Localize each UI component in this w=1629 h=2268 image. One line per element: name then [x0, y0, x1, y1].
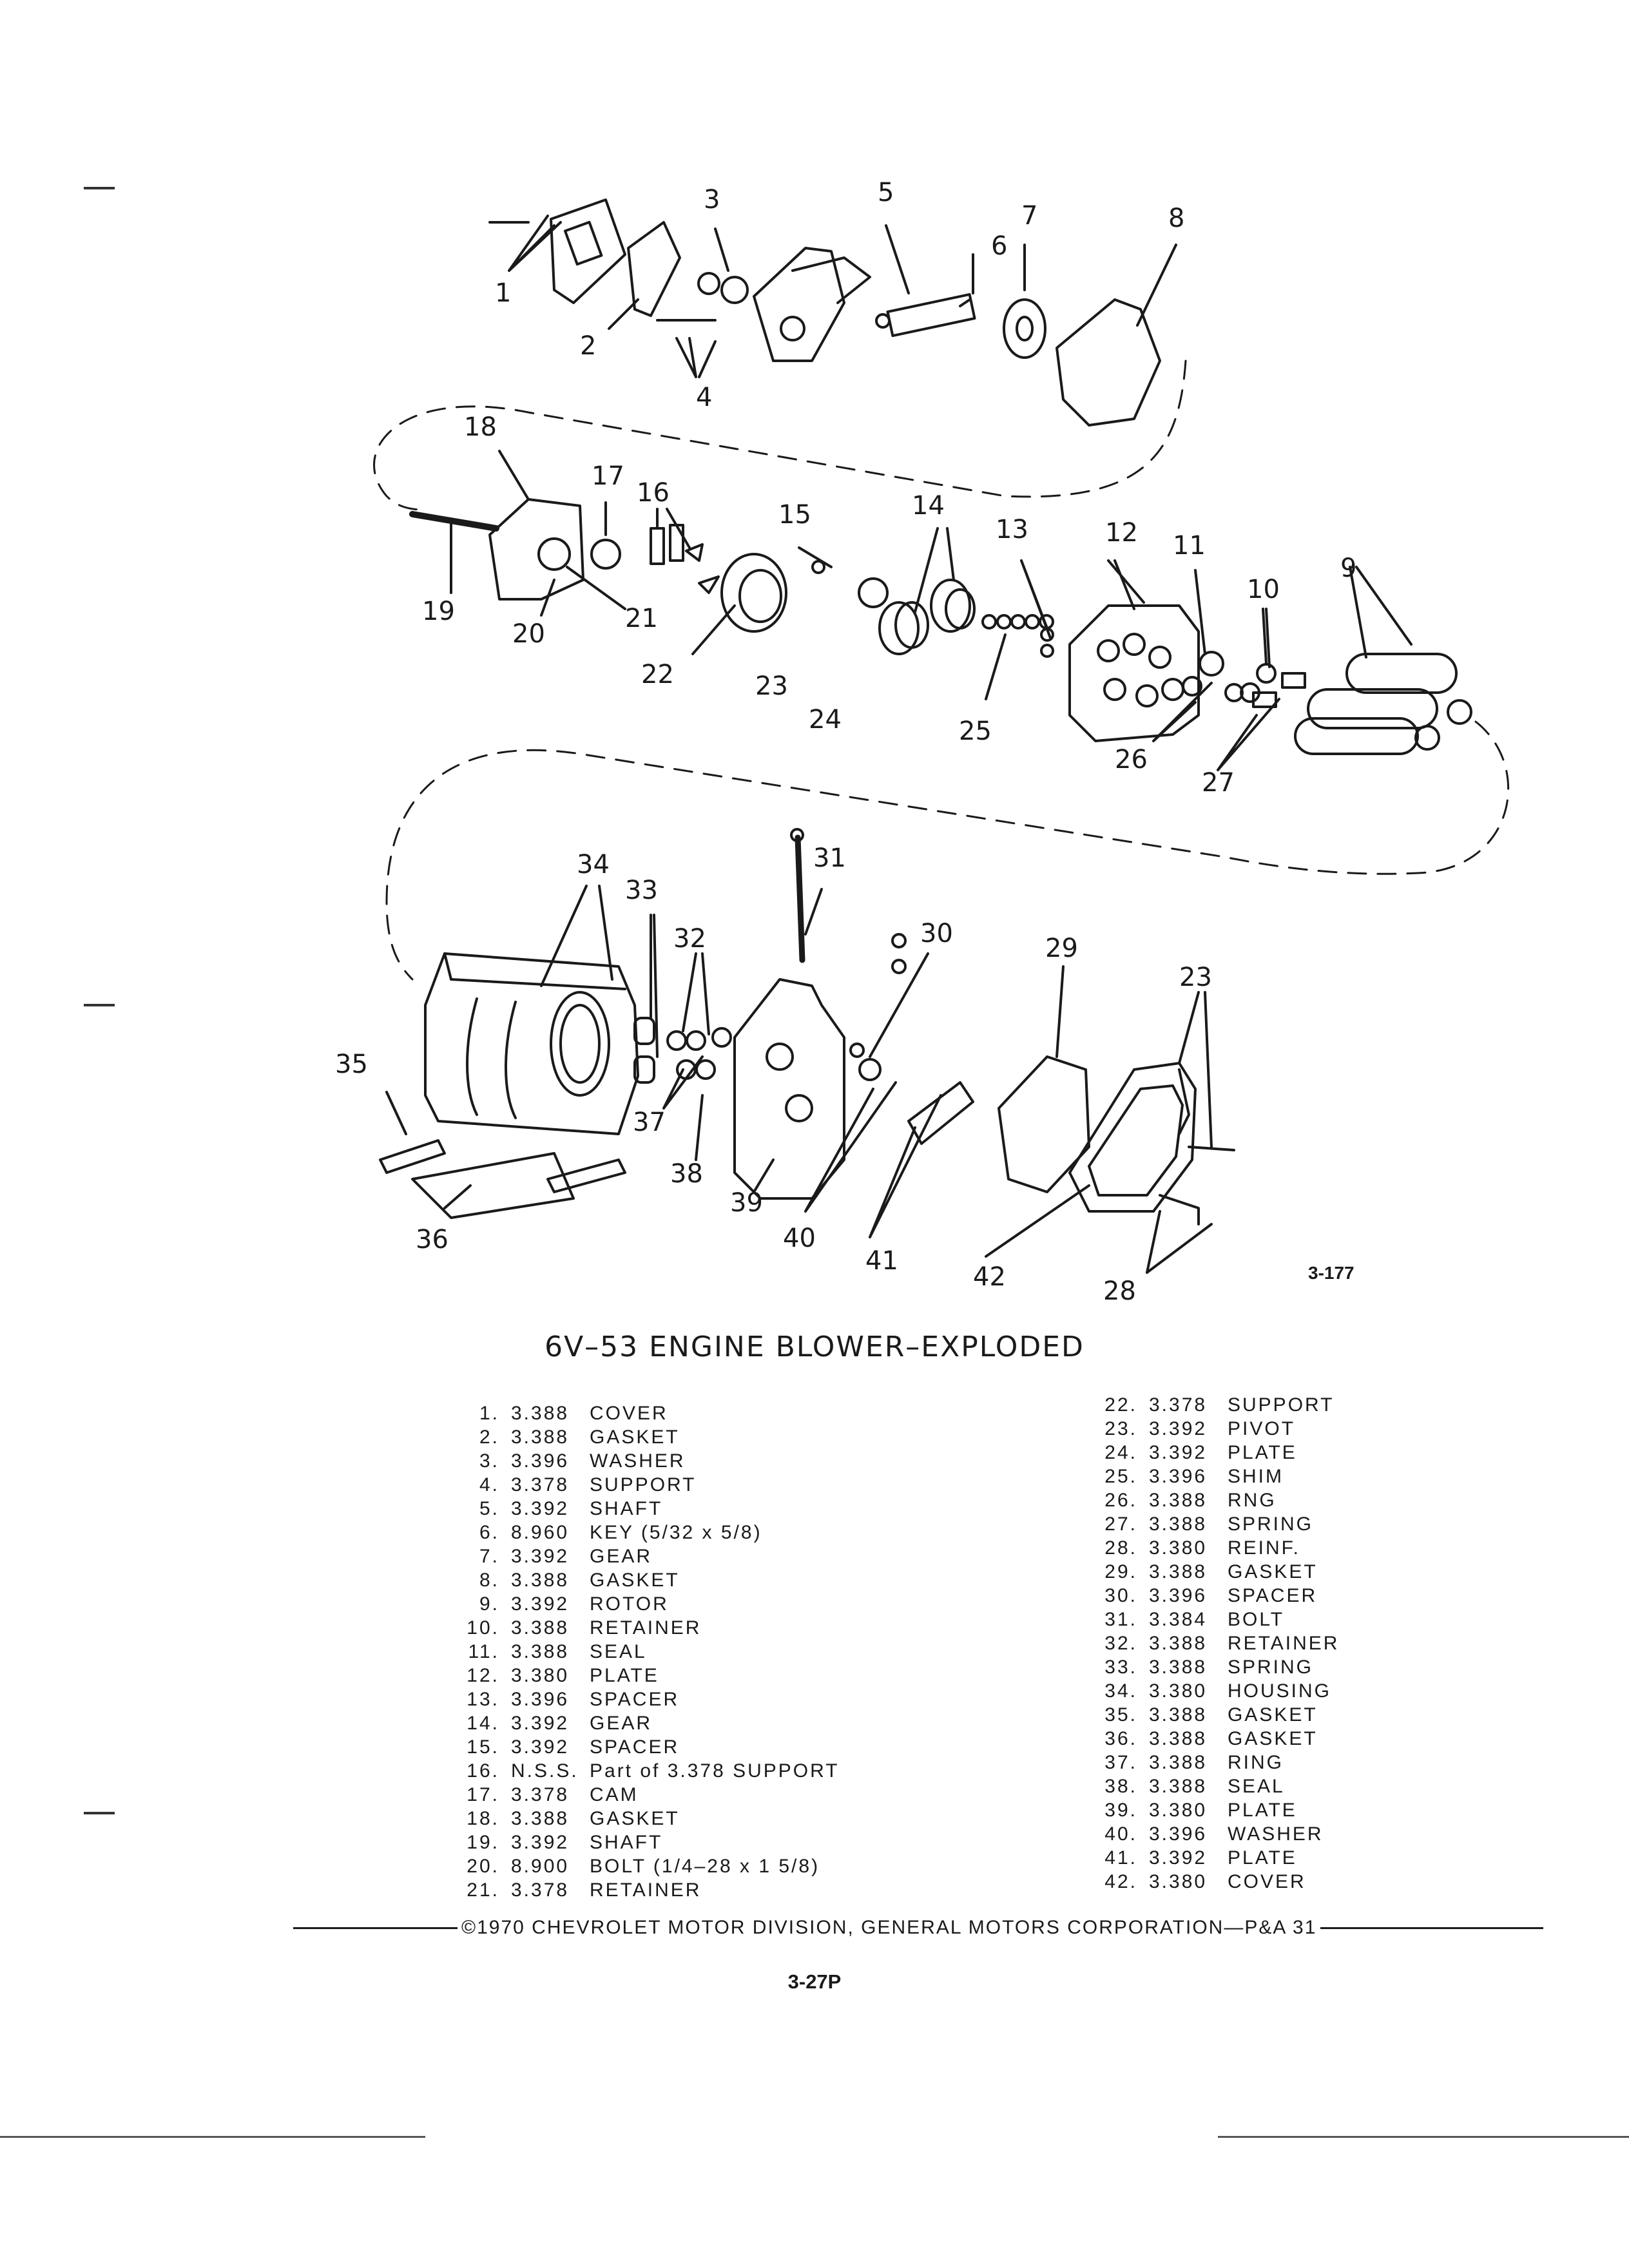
spring-27-part	[1253, 673, 1305, 707]
legend-row: 20. 8.900 BOLT (1/4–28 x 1 5/8)	[467, 1856, 820, 1877]
page-title: 6V–53 ENGINE BLOWER–EXPLODED	[545, 1331, 1084, 1363]
legend-row: 29. 3.388 GASKET	[1104, 1561, 1318, 1582]
legend-row: 5. 3.392 SHAFT	[479, 1498, 663, 1519]
legend-row: 41. 3.392 PLATE	[1104, 1847, 1297, 1869]
shaft-19-part	[412, 514, 496, 528]
cover-part	[551, 200, 625, 303]
callout-1: 1	[495, 278, 512, 308]
legend-row: 7. 3.392 GEAR	[479, 1546, 653, 1567]
spacer-30-part	[851, 1044, 863, 1057]
housing-34-part	[425, 954, 638, 1134]
page-number: 3-27P	[787, 1970, 842, 1993]
legend-row: 33. 3.388 SPRING	[1104, 1657, 1314, 1678]
callout-15: 15	[778, 500, 811, 530]
callout-10: 10	[1247, 575, 1280, 604]
legend-row: 4. 3.378 SUPPORT	[479, 1474, 697, 1495]
legend-row: 35. 3.388 GASKET	[1104, 1704, 1318, 1725]
callout-11: 11	[1173, 531, 1206, 561]
callout-28: 28	[1103, 1276, 1136, 1306]
legend-row: 30. 3.396 SPACER	[1104, 1585, 1318, 1606]
legend-row: 8. 3.388 GASKET	[479, 1570, 680, 1591]
legend-row: 37. 3.388 RING	[1104, 1752, 1284, 1773]
callout-36: 36	[416, 1225, 448, 1254]
gasket-36-part	[412, 1153, 574, 1218]
bottom-scan-rule-left	[0, 2136, 425, 2138]
legend-row: 6. 8.960 KEY (5/32 x 5/8)	[479, 1522, 762, 1543]
legend-row: 15. 3.392 SPACER	[467, 1736, 680, 1758]
callout-29: 29	[1045, 934, 1078, 963]
legend-row: 1. 3.388 COVER	[479, 1403, 668, 1424]
callout-23-upper: 23	[755, 671, 788, 701]
legend-row: 2. 3.388 GASKET	[479, 1427, 680, 1448]
callout-4: 4	[696, 383, 713, 412]
seal-11-part	[1200, 652, 1223, 675]
legend-row: 38. 3.388 SEAL	[1104, 1776, 1285, 1797]
copyright-text: ©1970 CHEVROLET MOTOR DIVISION, GENERAL MOTORS CORPORATION—P&A 31	[461, 1917, 1317, 1938]
callout-6: 6	[991, 231, 1008, 261]
callout-30: 30	[920, 919, 953, 948]
callout-20: 20	[512, 619, 545, 649]
retainer-10-part	[1257, 664, 1275, 682]
callout-18: 18	[464, 412, 497, 442]
callout-12: 12	[1105, 518, 1138, 548]
gasket-29-part	[999, 1057, 1089, 1192]
callout-7: 7	[1021, 201, 1038, 231]
figure-reference: 3-177	[1308, 1263, 1354, 1283]
callout-13: 13	[996, 515, 1028, 544]
legend-row: 24. 3.392 PLATE	[1104, 1442, 1297, 1463]
callout-3: 3	[704, 185, 720, 215]
cam-part	[592, 540, 620, 568]
legend-row: 22. 3.378 SUPPORT	[1104, 1394, 1335, 1416]
scan-margin-mark-bottom	[84, 1812, 115, 1814]
washer-part	[722, 277, 747, 303]
callout-9: 9	[1340, 553, 1357, 583]
plate-41-part	[909, 1082, 973, 1144]
callout-39: 39	[730, 1188, 763, 1218]
legend-row: 16. N.S.S. Part of 3.378 SUPPORT	[467, 1760, 840, 1782]
legend-row: 31. 3.384 BOLT	[1104, 1609, 1285, 1630]
rule-right	[1320, 1927, 1543, 1929]
legend-row: 32. 3.388 RETAINER	[1104, 1633, 1340, 1654]
bolt-31-part	[791, 829, 803, 960]
shaft-part	[876, 294, 975, 336]
bolt-23-part	[1179, 1070, 1234, 1150]
callout-27: 27	[1202, 768, 1235, 798]
legend-row: 14. 3.392 GEAR	[467, 1713, 653, 1734]
legend-row: 10. 3.388 RETAINER	[467, 1617, 702, 1639]
legend-row: 40. 3.396 WASHER	[1104, 1823, 1324, 1845]
legend-row: 18. 3.388 GASKET	[467, 1808, 680, 1829]
legend-row: 9. 3.392 ROTOR	[479, 1593, 669, 1615]
legend-row: 28. 3.380 REINF.	[1104, 1537, 1301, 1559]
drive-gear-part	[1004, 300, 1045, 358]
callout-38: 38	[670, 1159, 703, 1189]
callout-40: 40	[783, 1224, 816, 1253]
callout-17: 17	[592, 461, 624, 491]
support-part	[754, 248, 870, 361]
callout-33: 33	[625, 876, 658, 905]
callout-26: 26	[1115, 745, 1148, 774]
callout-25: 25	[959, 716, 992, 746]
callout-35: 35	[335, 1050, 368, 1079]
callout-8: 8	[1168, 204, 1185, 233]
rotor-part	[1295, 654, 1471, 754]
legend-row: 27. 3.388 SPRING	[1104, 1514, 1314, 1535]
gears-14-part	[880, 580, 974, 654]
legend-row: 25. 3.396 SHIM	[1104, 1466, 1284, 1487]
spacer-15-part	[859, 579, 887, 607]
callout-19: 19	[422, 597, 455, 626]
legend-row: 36. 3.388 GASKET	[1104, 1728, 1318, 1749]
gasket-large-part	[1057, 300, 1160, 425]
legend-row: 17. 3.378 CAM	[467, 1784, 639, 1805]
legend-row: 39. 3.380 PLATE	[1104, 1800, 1297, 1821]
rule-left	[293, 1927, 458, 1929]
callout-21: 21	[625, 604, 658, 633]
plate-39-part	[735, 979, 844, 1198]
callout-22: 22	[641, 660, 674, 689]
legend-row: 23. 3.392 PIVOT	[1104, 1418, 1296, 1439]
legend-row: 21. 3.378 RETAINER	[467, 1879, 702, 1901]
callout-37: 37	[633, 1108, 666, 1137]
legend-row: 42. 3.380 COVER	[1104, 1871, 1306, 1892]
legend-row: 3. 3.396 WASHER	[479, 1450, 686, 1472]
callout-41: 41	[865, 1246, 898, 1276]
callout-34: 34	[577, 850, 610, 879]
bottom-scan-rule-right	[1218, 2136, 1629, 2138]
callout-23-lower: 23	[1179, 963, 1212, 992]
callout-24: 24	[809, 705, 842, 735]
callout-14: 14	[912, 491, 945, 521]
callout-5: 5	[878, 178, 894, 207]
legend-row: 12. 3.380 PLATE	[467, 1665, 659, 1686]
callout-32: 32	[673, 924, 706, 954]
legend-row: 11. 3.388 SEAL	[468, 1641, 647, 1662]
plate-12-part	[1070, 606, 1199, 741]
parts-legend-left	[448, 1401, 840, 1902]
legend-row: 13. 3.396 SPACER	[467, 1689, 680, 1710]
legend-row: 34. 3.380 HOUSING	[1104, 1680, 1332, 1702]
legend-row: 26. 3.388 RNG	[1104, 1490, 1277, 1511]
legend-row: 19. 3.392 SHAFT	[467, 1832, 663, 1853]
copyright-line	[293, 1917, 1543, 1939]
callout-16: 16	[637, 478, 670, 508]
callout-2: 2	[580, 331, 597, 361]
callout-42: 42	[973, 1262, 1006, 1292]
support-22-part	[722, 554, 786, 631]
callout-31: 31	[813, 843, 846, 873]
parts-legend-right	[1086, 1393, 1339, 1894]
